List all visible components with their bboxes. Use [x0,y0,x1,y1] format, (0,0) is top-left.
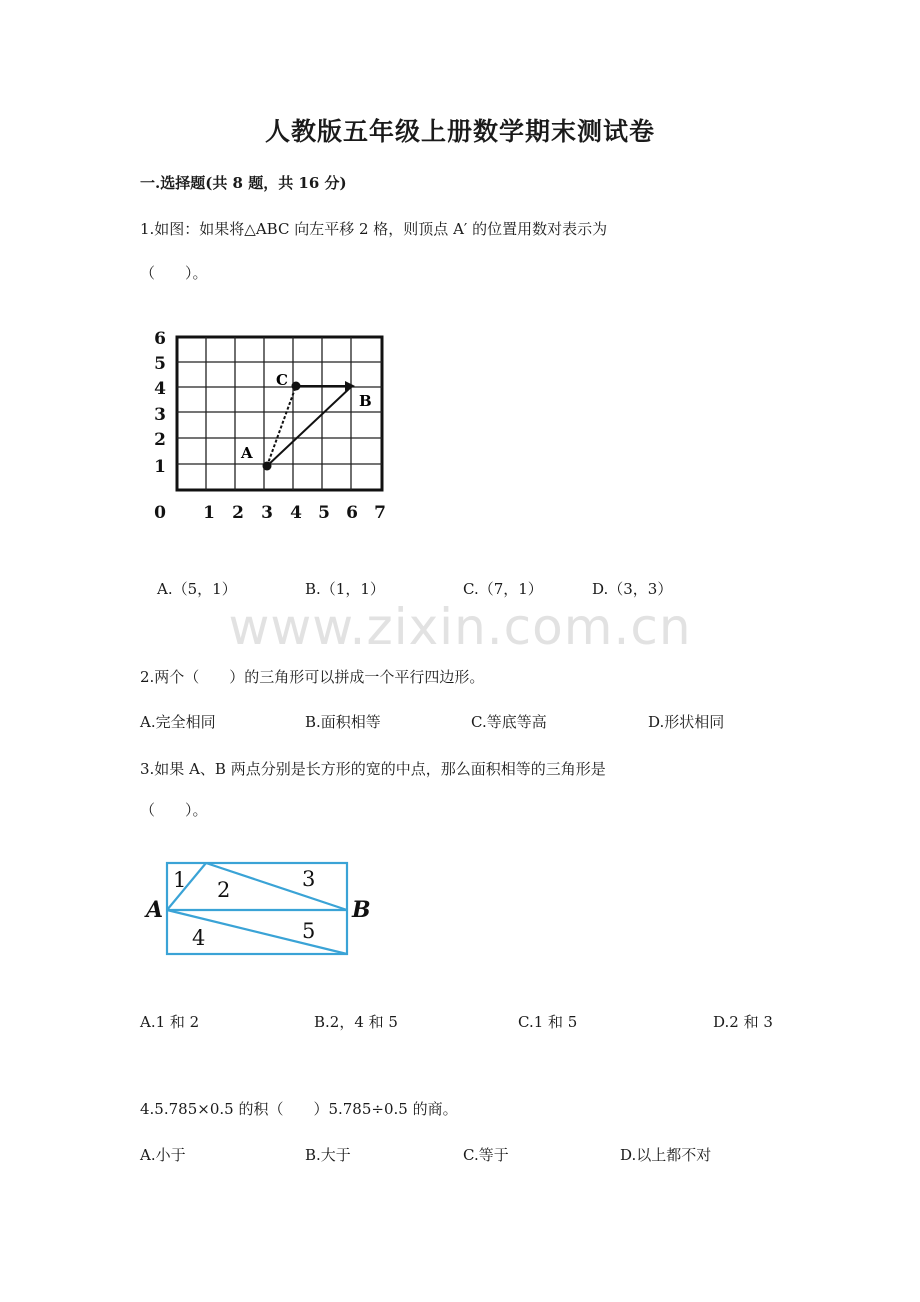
q4-option-a[interactable]: A.小于 [140,1146,186,1164]
watermark-text: www.zixin.com.cn [228,598,692,656]
segment-ab [267,386,352,466]
y-tick-label: 3 [154,405,166,425]
x-tick-label: 4 [290,503,302,523]
x-tick-label: 0 [154,503,166,523]
question-1-grid-figure [140,320,400,530]
point-c [292,382,301,391]
region-label: 1 [173,868,187,892]
page-title: 人教版五年级上册数学期末测试卷 [264,117,655,146]
q3-option-c[interactable]: C.1 和 5 [518,1013,578,1031]
q2-option-c[interactable]: C.等底等高 [471,713,547,731]
label-c: C [276,371,288,389]
x-tick-label: 3 [261,503,273,523]
question-1-text: 1.如图：如果将△ABC 向左平移 2 格，则顶点 A′ 的位置用数对表示为 [140,220,608,238]
section-heading: 一.选择题(共 8 题，共 16 分) [140,174,347,192]
q2-option-d[interactable]: D.形状相同 [648,713,725,731]
point-a [263,462,272,471]
region-label: 3 [302,867,316,891]
q4-option-b[interactable]: B.大于 [305,1146,351,1164]
q3-option-d[interactable]: D.2 和 3 [713,1013,773,1031]
question-1-blank: （ ）。 [140,264,208,282]
point-b-label: B [352,897,371,923]
question-3-blank: （ ）。 [140,801,208,819]
q1-option-a[interactable]: A.（5，1） [157,580,237,598]
q1-option-b[interactable]: B.（1，1） [305,580,385,598]
q3-option-b[interactable]: B.2，4 和 5 [314,1013,398,1031]
q1-option-c[interactable]: C.（7，1） [463,580,543,598]
question-3-rectangle-figure [140,855,380,965]
q2-option-a[interactable]: A.完全相同 [140,713,216,731]
y-tick-label: 4 [154,379,166,399]
y-tick-label: 5 [154,354,166,374]
y-tick-label: 2 [154,430,166,450]
q2-option-b[interactable]: B.面积相等 [305,713,381,731]
y-tick-label: 1 [154,457,166,477]
label-a: A [241,444,253,462]
q3-option-a[interactable]: A.1 和 2 [140,1013,200,1031]
x-tick-label: 6 [346,503,358,523]
segment-ac [267,386,296,466]
y-tick-label: 6 [154,329,166,349]
x-tick-label: 1 [203,503,215,523]
q4-option-d[interactable]: D.以上都不对 [620,1146,712,1164]
label-b: B [359,392,372,410]
x-tick-label: 5 [318,503,330,523]
question-4-text: 4.5.785×0.5 的积（ ）5.785÷0.5 的商。 [140,1100,458,1118]
question-2-text: 2.两个（ ）的三角形可以拼成一个平行四边形。 [140,668,485,686]
x-tick-label: 7 [374,503,386,523]
region-label: 5 [302,919,316,943]
q1-option-d[interactable]: D.（3，3） [592,580,673,598]
region-label: 2 [217,878,231,902]
q4-option-c[interactable]: C.等于 [463,1146,509,1164]
x-tick-label: 2 [232,503,244,523]
question-3-text: 3.如果 A、B 两点分别是长方形的宽的中点，那么面积相等的三角形是 [140,760,606,778]
region-label: 4 [192,926,206,950]
point-a-label: A [146,897,164,923]
point-b [345,381,355,391]
